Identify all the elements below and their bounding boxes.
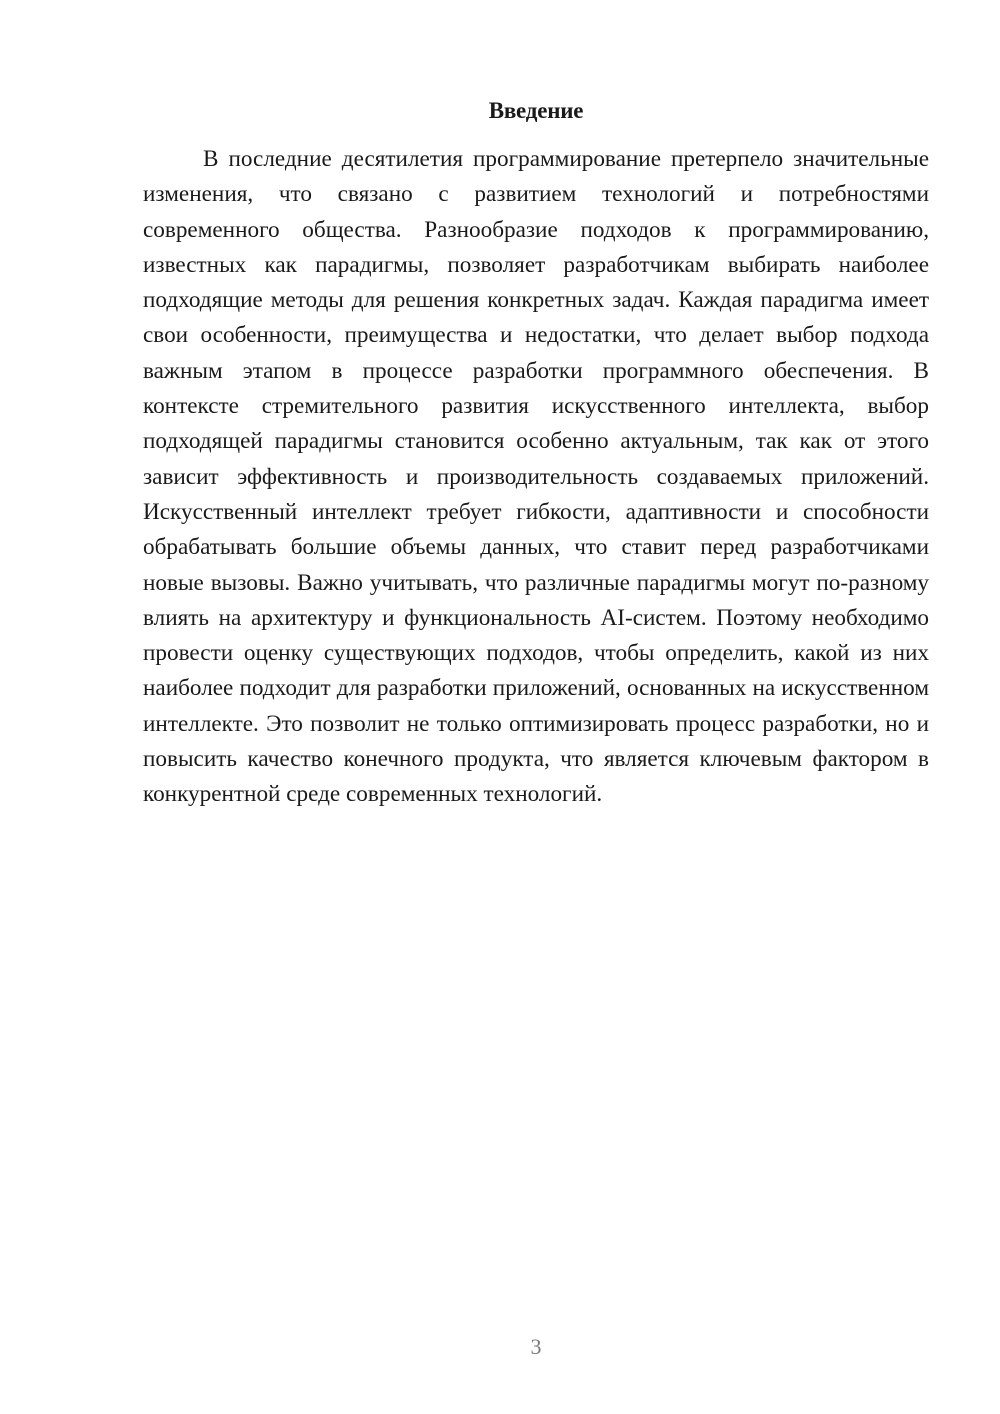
body-paragraph: В последние десятилетия программирование претерпело значительные изменения, что связано с развитием технологий и потребностями современного общества. Разнообразие подходов к программированию, известных как парадигмы, позволяет разработчикам выбирать наиболее подходящие методы для решения конкретных задач. Каждая парадигма имеет свои особенности, преимущества и недостатки, что делает выбор подхода важным этапом в процессе разработки программного обеспечения. В контексте стремительного развития искусственного интеллекта, выбор подходящей парадигмы становится особенно актуальным, так как от этого зависит эффективность и производительность создаваемых приложений. Искусственный интеллект требует гибкости, адаптивности и способности обрабатывать большие объемы данных, что ставит перед разработчиками новые вызовы. Важно учитывать, что различные парадигмы могут по-разному влиять на архитектуру и функциональность AI-систем. Поэтому необходимо провести оценку существующих подходов, чтобы определить, какой из них наиболее подходит для разработки приложений, основанных на искусственном интеллекте. Это позволит не только оптимизировать процесс разработки, но и повысить качество конечного продукта, что является ключевым фактором в конкурентной среде современных технологий. bbox=[143, 146, 929, 808]
page-number: 3 bbox=[530, 1334, 542, 1359]
section-heading: Введение bbox=[488, 98, 584, 123]
